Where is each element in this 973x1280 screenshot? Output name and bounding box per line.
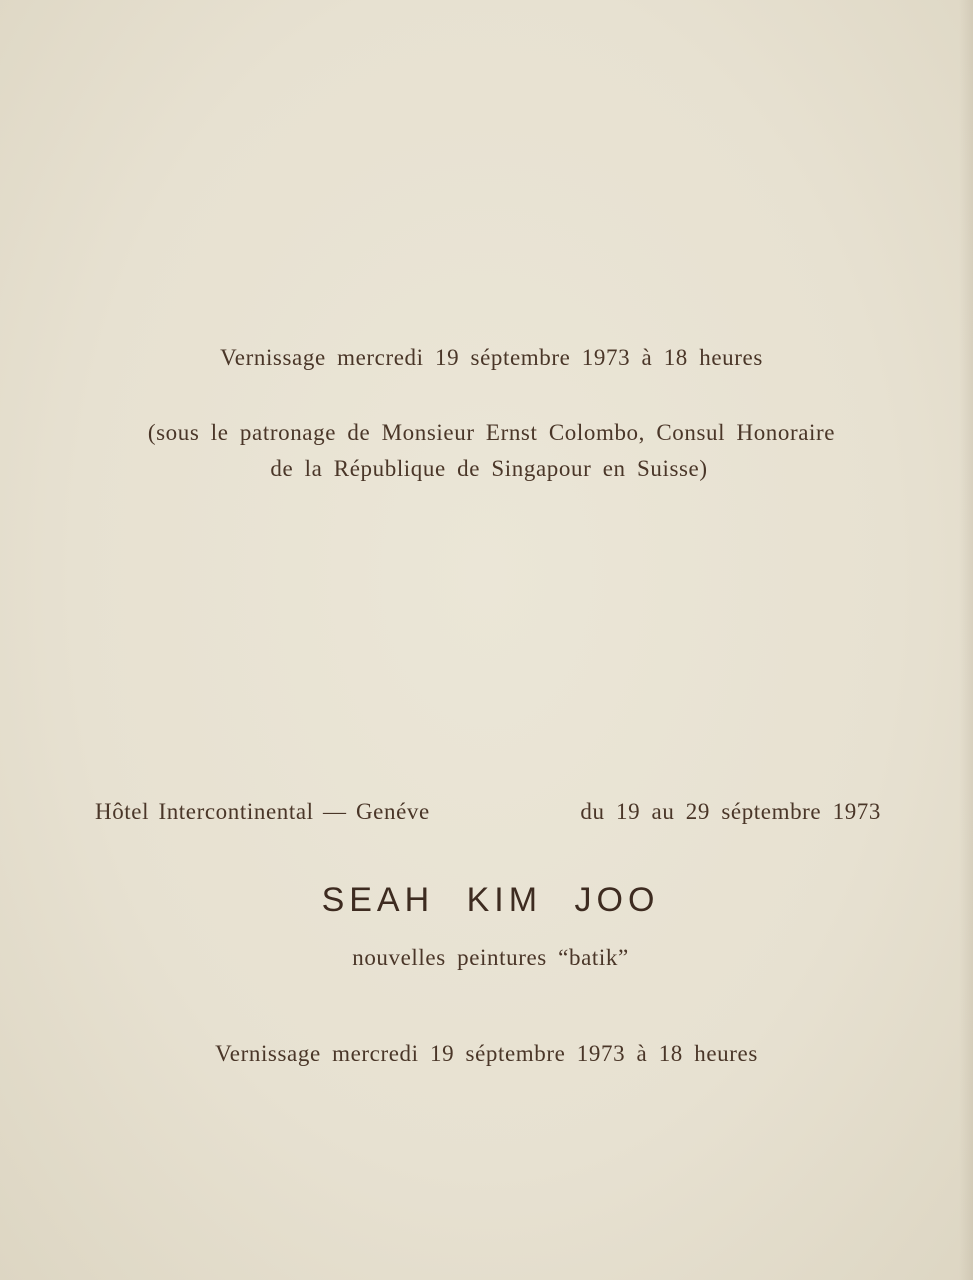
exhibition-subtitle: nouvelles peintures “batik” bbox=[352, 945, 629, 970]
paper-edge-shadow bbox=[959, 0, 973, 1280]
artist-name: SEAH KIM JOO bbox=[321, 881, 660, 919]
exhibition-dates: du 19 au 29 séptembre 1973 bbox=[580, 799, 881, 824]
vernissage-line-bottom: Vernissage mercredi 19 séptembre 1973 à 18 heures bbox=[215, 1041, 758, 1066]
patronage-line-2: de la République de Singapour en Suisse) bbox=[270, 456, 708, 481]
vernissage-line-top: Vernissage mercredi 19 séptembre 1973 à 18 heures bbox=[220, 345, 763, 370]
venue-text: Hôtel Intercontinental — Genéve bbox=[95, 799, 430, 824]
patronage-line-1: (sous le patronage de Monsieur Ernst Colombo, Consul Honoraire bbox=[147, 420, 836, 445]
